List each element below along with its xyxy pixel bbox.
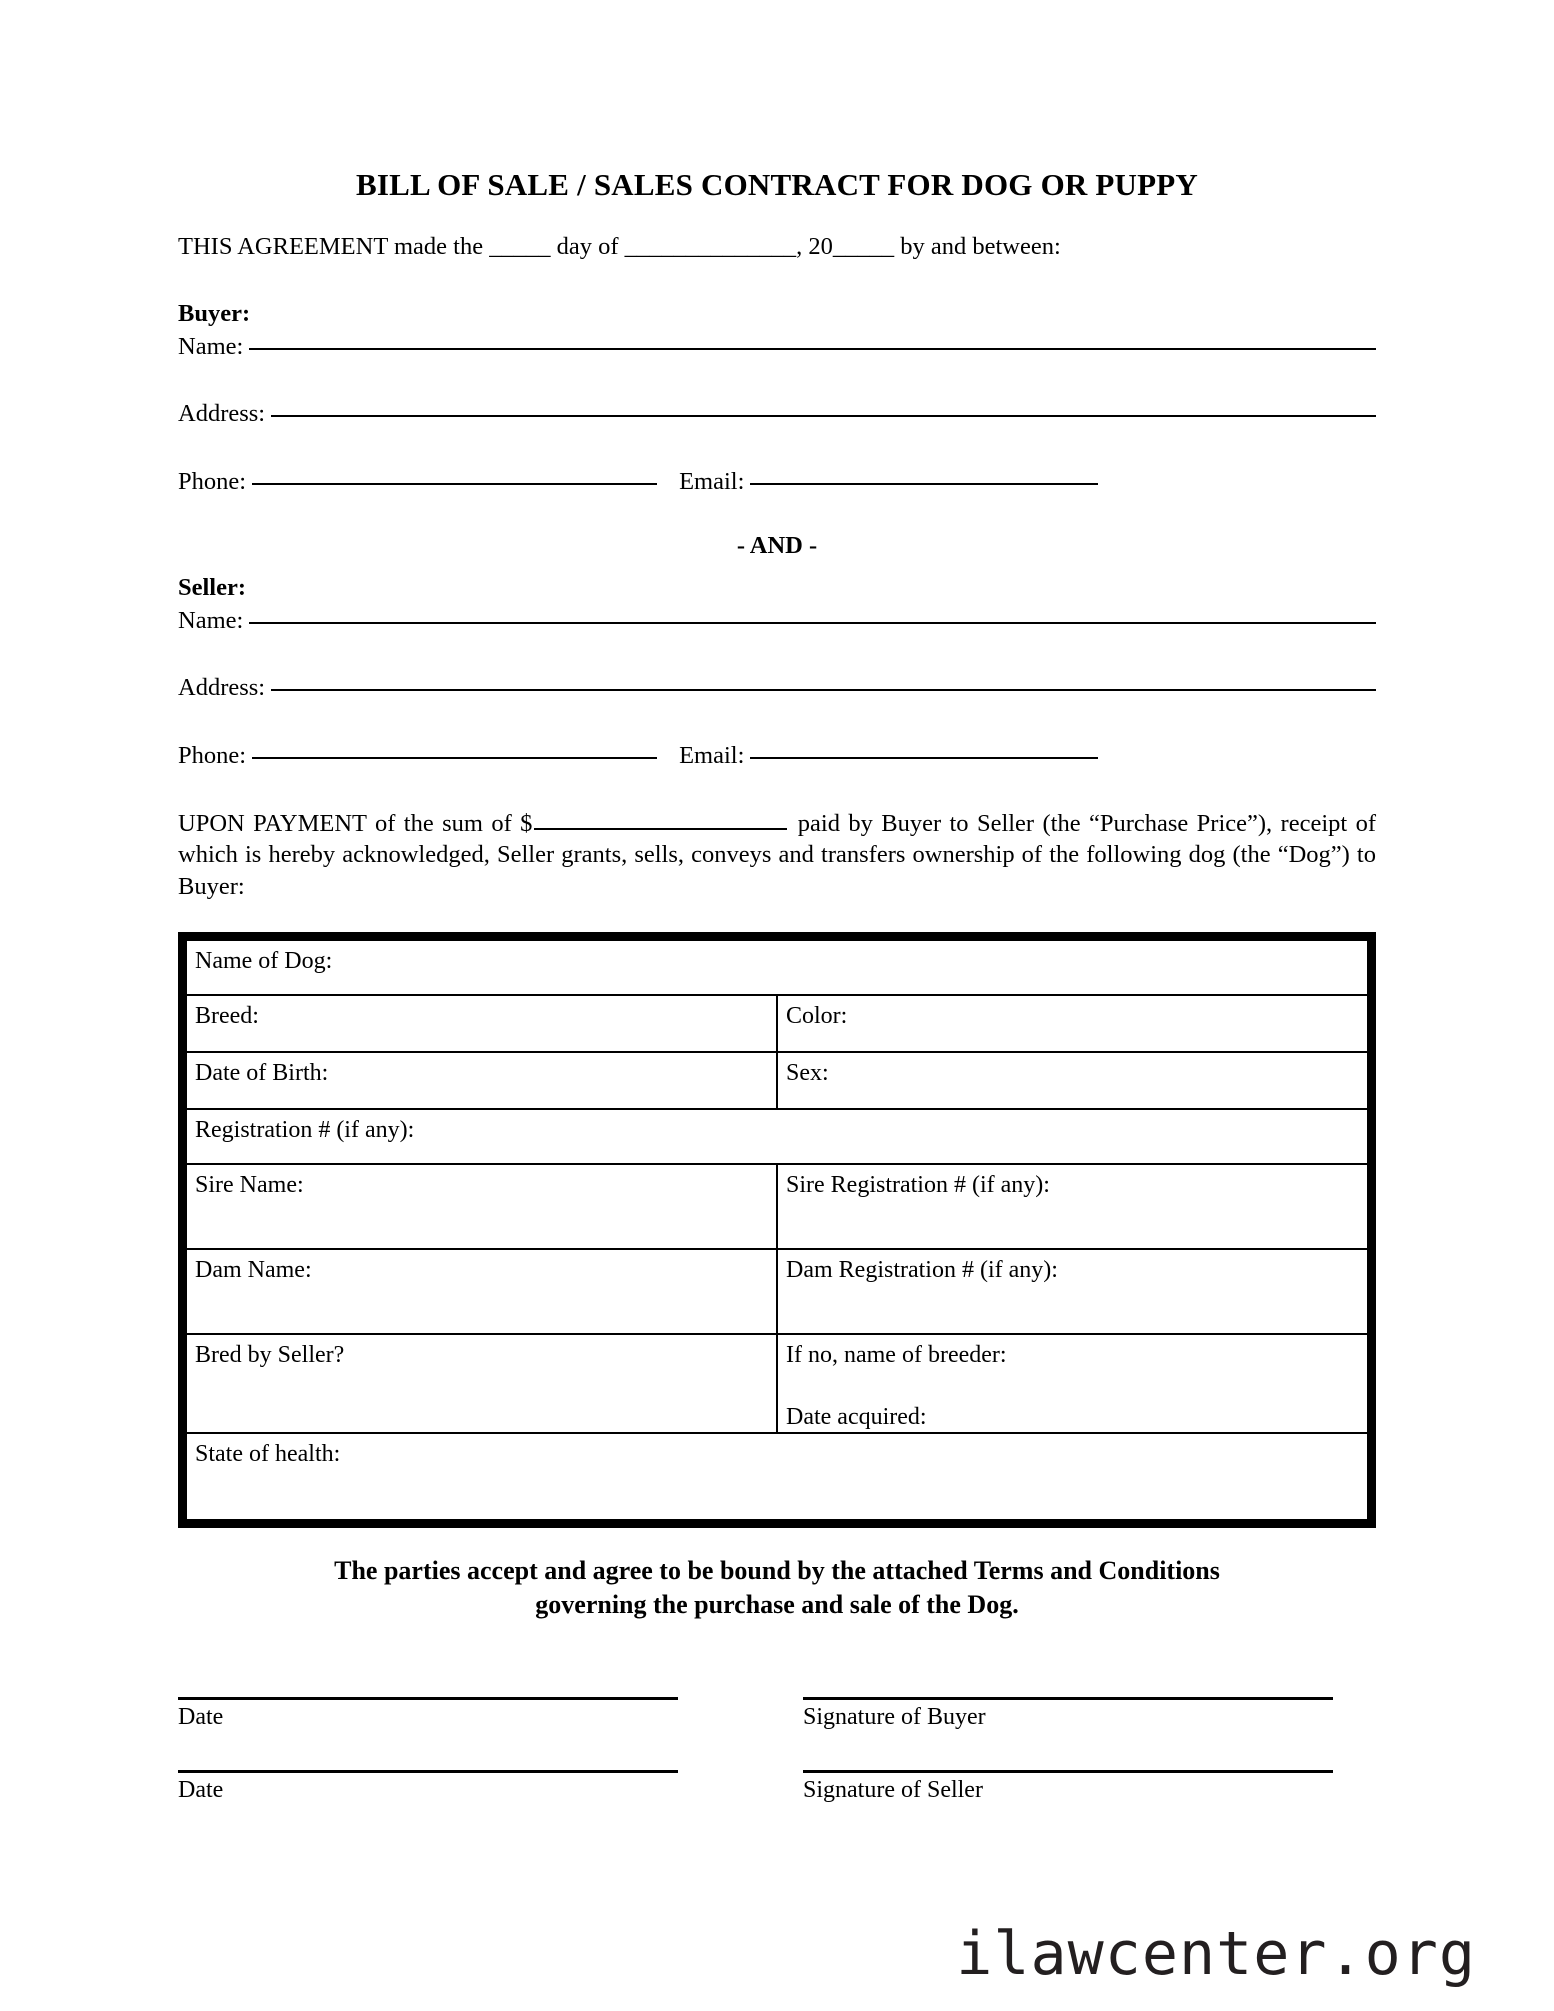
purchase-price-input[interactable]	[534, 828, 787, 830]
seller-address-input[interactable]	[271, 689, 1376, 691]
table-row	[186, 1433, 1368, 1520]
seller-email-input[interactable]	[750, 757, 1098, 759]
seller-signature-line[interactable]	[803, 1770, 1333, 1773]
seller-date-field[interactable]	[178, 1770, 678, 1805]
buyer-name-input[interactable]	[249, 348, 1376, 350]
acceptance-statement	[178, 1554, 1376, 1623]
seller-address-label: Address:	[178, 674, 266, 702]
table-row	[186, 940, 1368, 995]
page-title: BILL OF SALE / SALES CONTRACT FOR DOG OR PUPPY	[355, 167, 1199, 202]
site-watermark: ilawcenter.org	[956, 1919, 1476, 1989]
table-row	[186, 1052, 1368, 1109]
seller-address-row	[178, 673, 1376, 702]
seller-date-caption: Date	[178, 1776, 224, 1803]
cell-dam-name[interactable]: Dam Name:	[186, 1249, 777, 1334]
buyer-phone-label: Phone:	[178, 467, 247, 495]
table-row	[186, 1164, 1368, 1249]
breeder-name-label: If no, name of breeder:	[786, 1342, 1007, 1369]
spacer	[678, 1697, 803, 1732]
cell-sire-name[interactable]: Sire Name:	[186, 1164, 777, 1249]
document-content	[178, 0, 1376, 1804]
buyer-name-label: Name:	[178, 332, 244, 360]
table-row	[186, 1249, 1368, 1334]
seller-signature-field[interactable]	[803, 1770, 1333, 1805]
seller-signature-caption: Signature of Seller	[803, 1776, 983, 1803]
cell-sire-registration-number[interactable]: Sire Registration # (if any):	[777, 1164, 1368, 1249]
buyer-date-line[interactable]	[178, 1697, 678, 1700]
cell-state-of-health[interactable]: State of health:	[186, 1433, 1368, 1520]
buyer-contact-row	[178, 467, 1376, 496]
acceptance-statement-line2: governing the purchase and sale of the Dog.	[535, 1590, 1019, 1620]
cell-dam-registration-number[interactable]: Dam Registration # (if any):	[777, 1249, 1368, 1334]
buyer-date-caption: Date	[178, 1703, 224, 1730]
signature-block	[178, 1697, 1376, 1805]
signature-row-seller	[178, 1770, 1376, 1805]
buyer-section-heading: Buyer:	[178, 299, 251, 327]
cell-sex[interactable]: Sex:	[777, 1052, 1368, 1109]
buyer-address-label: Address:	[178, 400, 266, 428]
seller-section-heading: Seller:	[178, 573, 247, 601]
dog-details-table	[185, 939, 1369, 1521]
agreement-intro-line: THIS AGREEMENT made the _____ day of ______________, 20_____ by and between:	[178, 233, 1061, 261]
payment-text-before: UPON PAYMENT of the sum of $	[178, 810, 533, 838]
acceptance-statement-line1: The parties accept and agree to be bound by the attached Terms and Conditions	[334, 1556, 1220, 1586]
buyer-date-field[interactable]	[178, 1697, 678, 1732]
spacer	[678, 1770, 803, 1805]
cell-color[interactable]: Color:	[777, 995, 1368, 1052]
cell-registration-number[interactable]: Registration # (if any):	[186, 1109, 1368, 1164]
buyer-signature-line[interactable]	[803, 1697, 1333, 1700]
buyer-email-input[interactable]	[750, 483, 1098, 485]
cell-date-of-birth[interactable]: Date of Birth:	[186, 1052, 777, 1109]
seller-name-row	[178, 606, 1376, 635]
seller-contact-row	[178, 741, 1376, 770]
cell-breeder-and-date-acquired[interactable]	[777, 1334, 1368, 1433]
seller-phone-label: Phone:	[178, 741, 247, 769]
buyer-address-row	[178, 399, 1376, 428]
dog-details-table-frame	[178, 932, 1376, 1528]
seller-email-label: Email:	[679, 741, 745, 769]
date-acquired-label: Date acquired:	[786, 1404, 927, 1431]
payment-text-after: paid by Buyer to Seller (the “Purchase Price”), receipt of which is hereby acknowledged, Seller grants, sells, conveys and transfers ownership of the following dog (the “Dog”) to Buyer:	[178, 810, 1376, 900]
table-row	[186, 1334, 1368, 1433]
signature-row-buyer	[178, 1697, 1376, 1732]
cell-name-of-dog[interactable]: Name of Dog:	[186, 940, 1368, 995]
payment-paragraph	[178, 808, 1376, 902]
seller-phone-input[interactable]	[252, 757, 657, 759]
buyer-address-input[interactable]	[271, 415, 1376, 417]
buyer-signature-field[interactable]	[803, 1697, 1333, 1732]
and-separator: - AND -	[736, 531, 818, 559]
table-row	[186, 995, 1368, 1052]
seller-date-line[interactable]	[178, 1770, 678, 1773]
cell-breed[interactable]: Breed:	[186, 995, 777, 1052]
cell-bred-by-seller[interactable]: Bred by Seller?	[186, 1334, 777, 1433]
buyer-email-label: Email:	[679, 467, 745, 495]
buyer-phone-input[interactable]	[252, 483, 657, 485]
table-row	[186, 1109, 1368, 1164]
buyer-signature-caption: Signature of Buyer	[803, 1703, 986, 1730]
buyer-name-row	[178, 332, 1376, 361]
seller-name-label: Name:	[178, 606, 244, 634]
seller-name-input[interactable]	[249, 622, 1376, 624]
